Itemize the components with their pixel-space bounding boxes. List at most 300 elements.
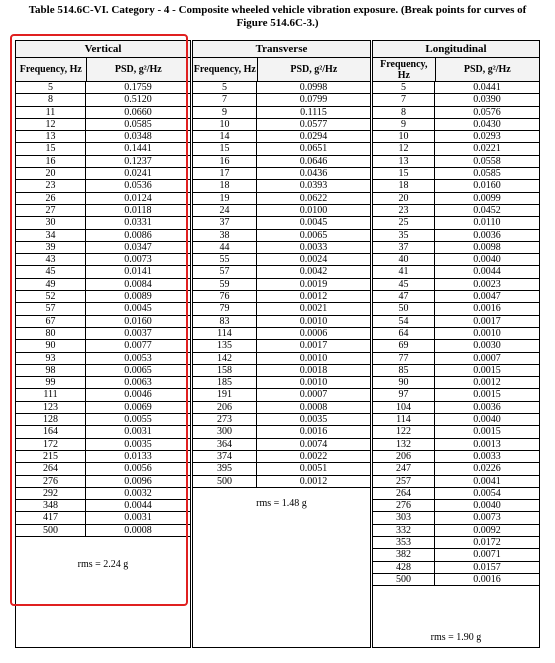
frequency-cell: 500 — [373, 574, 435, 585]
table-row — [373, 549, 539, 561]
psd-cell: 0.0141 — [124, 266, 152, 278]
frequency-cell: 35 — [373, 230, 435, 241]
psd-cell: 0.0032 — [124, 487, 152, 499]
psd-column-header: PSD, g²/Hz — [114, 64, 162, 75]
psd-cell: 0.0393 — [299, 180, 328, 192]
frequency-cell: 276 — [16, 476, 86, 487]
psd-cell: 0.0133 — [124, 450, 152, 462]
frequency-cell: 27 — [16, 205, 86, 216]
frequency-cell: 41 — [373, 266, 435, 277]
table-row — [373, 119, 539, 131]
frequency-cell: 9 — [373, 119, 435, 130]
psd-cell: 0.0012 — [299, 291, 328, 303]
psd-column-header: PSD, g²/Hz — [290, 64, 338, 75]
psd-cell: 0.0015 — [473, 364, 501, 376]
frequency-cell: 158 — [193, 365, 257, 376]
psd-cell: 0.0100 — [299, 204, 328, 216]
psd-cell: 0.0160 — [124, 315, 152, 327]
table-row — [373, 328, 539, 340]
frequency-cell: 15 — [193, 143, 257, 154]
frequency-cell: 215 — [16, 451, 86, 462]
frequency-cell: 276 — [373, 500, 435, 511]
frequency-cell: 16 — [193, 156, 257, 167]
frequency-cell: 264 — [373, 488, 435, 499]
frequency-cell: 300 — [193, 426, 257, 437]
frequency-cell: 99 — [16, 377, 86, 388]
frequency-cell: 353 — [373, 537, 435, 548]
psd-cell: 0.0010 — [473, 327, 501, 339]
frequency-cell: 98 — [16, 365, 86, 376]
psd-cell: 0.0033 — [473, 450, 501, 462]
frequency-cell: 428 — [373, 562, 435, 573]
frequency-cell: 13 — [16, 131, 86, 142]
frequency-cell: 57 — [193, 266, 257, 277]
frequency-cell: 292 — [16, 488, 86, 499]
frequency-cell: 382 — [373, 549, 435, 560]
psd-cell: 0.0030 — [473, 340, 501, 352]
psd-cell: 0.0160 — [473, 180, 501, 192]
psd-cell: 0.0221 — [473, 143, 501, 155]
table-row — [193, 279, 370, 291]
psd-cell: 0.0998 — [299, 82, 328, 93]
psd-cell: 0.0293 — [473, 131, 501, 143]
table-row — [373, 316, 539, 328]
frequency-cell: 39 — [16, 242, 86, 253]
table-row — [373, 525, 539, 537]
frequency-cell: 185 — [193, 377, 257, 388]
table-row — [373, 414, 539, 426]
frequency-cell: 10 — [193, 119, 257, 130]
transverse-table — [192, 40, 371, 648]
frequency-cell: 23 — [16, 180, 86, 191]
table-row — [373, 82, 539, 94]
psd-cell: 0.0086 — [124, 229, 152, 241]
psd-cell: 0.0660 — [124, 106, 152, 118]
frequency-cell: 5 — [373, 82, 435, 93]
psd-cell: 0.0016 — [473, 573, 501, 585]
table-row — [193, 291, 370, 303]
psd-cell: 0.0436 — [299, 168, 328, 180]
frequency-cell: 172 — [16, 439, 86, 450]
psd-cell: 0.0007 — [473, 352, 501, 364]
psd-cell: 0.0037 — [124, 327, 152, 339]
psd-cell: 0.0441 — [473, 82, 501, 93]
frequency-cell: 15 — [16, 143, 86, 154]
table-row — [373, 402, 539, 414]
table-row — [193, 389, 370, 401]
longitudinal-column-headers — [373, 58, 539, 82]
psd-cell: 0.0124 — [124, 192, 152, 204]
frequency-cell: 364 — [193, 439, 257, 450]
frequency-cell: 395 — [193, 463, 257, 474]
transverse-rms: rms = 1.48 g — [256, 497, 307, 509]
table-row — [193, 193, 370, 205]
frequency-cell: 90 — [373, 377, 435, 388]
table-row — [373, 377, 539, 389]
psd-cell: 0.0035 — [299, 414, 328, 426]
frequency-cell: 15 — [373, 168, 435, 179]
table-row — [373, 156, 539, 168]
table-row — [193, 119, 370, 131]
frequency-cell: 77 — [373, 353, 435, 364]
frequency-cell: 9 — [193, 107, 257, 118]
frequency-column-header: Frequency, Hz — [16, 58, 87, 81]
frequency-cell: 38 — [193, 230, 257, 241]
table-row — [193, 476, 370, 488]
frequency-cell: 52 — [16, 291, 86, 302]
table-row — [373, 500, 539, 512]
frequency-cell: 123 — [16, 402, 86, 413]
psd-cell: 0.0071 — [473, 549, 501, 561]
psd-cell: 0.0172 — [473, 536, 501, 548]
psd-cell: 0.0055 — [124, 414, 152, 426]
psd-cell: 0.0040 — [473, 414, 501, 426]
psd-cell: 0.0012 — [473, 377, 501, 389]
frequency-cell: 97 — [373, 389, 435, 400]
psd-cell: 0.0536 — [124, 180, 152, 192]
psd-cell: 0.0015 — [473, 426, 501, 438]
vertical-rms: rms = 2.24 g — [77, 558, 129, 570]
frequency-cell: 10 — [373, 131, 435, 142]
psd-cell: 0.0118 — [124, 204, 152, 216]
psd-cell: 0.0069 — [124, 401, 152, 413]
psd-cell: 0.0019 — [299, 278, 328, 290]
psd-cell: 0.0017 — [299, 340, 328, 352]
psd-cell: 0.0585 — [473, 168, 501, 180]
frequency-cell: 16 — [16, 156, 86, 167]
psd-cell: 0.0157 — [473, 561, 501, 573]
psd-cell: 0.1115 — [300, 106, 327, 118]
psd-cell: 0.0452 — [473, 204, 501, 216]
table-row — [373, 168, 539, 180]
psd-cell: 0.0347 — [124, 241, 152, 253]
psd-cell: 0.0022 — [299, 450, 328, 462]
frequency-cell: 142 — [193, 353, 257, 364]
table-row — [193, 217, 370, 229]
table-row — [373, 389, 539, 401]
psd-cell: 0.0046 — [124, 389, 152, 401]
frequency-cell: 37 — [193, 217, 257, 228]
frequency-cell: 191 — [193, 389, 257, 400]
psd-cell: 0.0047 — [473, 291, 501, 303]
longitudinal-rows — [373, 82, 539, 586]
frequency-cell: 14 — [193, 131, 257, 142]
table-row — [193, 328, 370, 340]
frequency-cell: 80 — [16, 328, 86, 339]
table-row — [193, 426, 370, 438]
frequency-cell: 17 — [193, 168, 257, 179]
frequency-cell: 23 — [373, 205, 435, 216]
table-row — [373, 303, 539, 315]
frequency-cell: 64 — [373, 328, 435, 339]
psd-cell: 0.0042 — [299, 266, 328, 278]
frequency-cell: 37 — [373, 242, 435, 253]
frequency-cell: 206 — [193, 402, 257, 413]
table-row — [193, 353, 370, 365]
psd-cell: 0.0226 — [473, 463, 501, 475]
frequency-cell: 500 — [193, 476, 257, 487]
psd-cell: 0.1759 — [124, 82, 152, 93]
table-row — [373, 279, 539, 291]
frequency-cell: 303 — [373, 512, 435, 523]
longitudinal-header: Longitudinal — [373, 41, 539, 58]
psd-cell: 0.0558 — [473, 155, 501, 167]
frequency-cell: 135 — [193, 340, 257, 351]
table-row — [193, 107, 370, 119]
frequency-cell: 83 — [193, 316, 257, 327]
table-row — [373, 94, 539, 106]
frequency-cell: 93 — [16, 353, 86, 364]
psd-cell: 0.0045 — [299, 217, 328, 229]
table-row — [193, 131, 370, 143]
psd-cell: 0.0012 — [299, 475, 328, 487]
psd-cell: 0.0010 — [299, 315, 328, 327]
table-row — [193, 463, 370, 475]
frequency-column-header: Frequency, Hz — [193, 58, 258, 81]
psd-cell: 0.0098 — [473, 241, 501, 253]
frequency-cell: 114 — [193, 328, 257, 339]
psd-cell: 0.0348 — [124, 131, 152, 143]
psd-cell: 0.5120 — [124, 94, 152, 106]
frequency-cell: 79 — [193, 303, 257, 314]
frequency-cell: 25 — [373, 217, 435, 228]
frequency-cell: 104 — [373, 402, 435, 413]
frequency-column-header: Frequency, Hz — [373, 58, 436, 81]
table-row — [373, 107, 539, 119]
frequency-cell: 18 — [373, 180, 435, 191]
transverse-rows — [193, 82, 370, 488]
frequency-cell: 19 — [193, 193, 257, 204]
frequency-cell: 57 — [16, 303, 86, 314]
psd-cell: 0.0092 — [473, 524, 501, 536]
table-row — [193, 180, 370, 192]
table-row — [193, 402, 370, 414]
frequency-cell: 164 — [16, 426, 86, 437]
table-row — [193, 143, 370, 155]
table-row — [373, 426, 539, 438]
table-row — [373, 463, 539, 475]
frequency-cell: 18 — [193, 180, 257, 191]
frequency-cell: 54 — [373, 316, 435, 327]
psd-cell: 0.0008 — [124, 524, 152, 536]
frequency-cell: 8 — [373, 107, 435, 118]
psd-cell: 0.0036 — [473, 229, 501, 241]
psd-cell: 0.0063 — [124, 377, 152, 389]
table-row — [373, 476, 539, 488]
frequency-cell: 122 — [373, 426, 435, 437]
psd-cell: 0.0016 — [299, 426, 328, 438]
table-row — [373, 451, 539, 463]
frequency-cell: 114 — [373, 414, 435, 425]
table-row — [373, 537, 539, 549]
table-row — [373, 512, 539, 524]
table-row — [373, 291, 539, 303]
psd-cell: 0.0033 — [299, 241, 328, 253]
table-row — [373, 230, 539, 242]
longitudinal-rms: rms = 1.90 g — [430, 632, 482, 643]
vertical-highlight-box — [10, 34, 188, 606]
frequency-cell: 20 — [373, 193, 435, 204]
frequency-cell: 20 — [16, 168, 86, 179]
frequency-cell: 332 — [373, 525, 435, 536]
vertical-header: Vertical — [16, 41, 190, 58]
psd-cell: 0.0040 — [473, 254, 501, 266]
psd-cell: 0.0023 — [473, 278, 501, 290]
frequency-cell: 500 — [16, 525, 86, 536]
table-row — [193, 316, 370, 328]
psd-cell: 0.0077 — [124, 340, 152, 352]
table-row — [373, 562, 539, 574]
table-row — [373, 353, 539, 365]
psd-cell: 0.0646 — [299, 155, 328, 167]
frequency-cell: 67 — [16, 316, 86, 327]
table-row — [193, 82, 370, 94]
psd-cell: 0.0016 — [473, 303, 501, 315]
psd-cell: 0.0089 — [124, 291, 152, 303]
table-row — [373, 439, 539, 451]
frequency-cell: 8 — [16, 94, 86, 105]
frequency-cell: 7 — [373, 94, 435, 105]
table-row — [193, 365, 370, 377]
frequency-cell: 12 — [16, 119, 86, 130]
frequency-cell: 206 — [373, 451, 435, 462]
psd-cell: 0.0110 — [473, 217, 501, 229]
frequency-cell: 5 — [193, 82, 257, 93]
table-row — [373, 365, 539, 377]
frequency-cell: 90 — [16, 340, 86, 351]
table-row — [193, 168, 370, 180]
table-row — [193, 94, 370, 106]
frequency-cell: 128 — [16, 414, 86, 425]
psd-cell: 0.0577 — [299, 118, 328, 130]
table-row — [373, 242, 539, 254]
frequency-cell: 30 — [16, 217, 86, 228]
table-row — [373, 193, 539, 205]
frequency-cell: 44 — [193, 242, 257, 253]
table-row — [193, 266, 370, 278]
psd-cell: 0.0799 — [299, 94, 328, 106]
psd-cell: 0.0331 — [124, 217, 152, 229]
psd-cell: 0.0008 — [299, 401, 328, 413]
table-row — [193, 303, 370, 315]
frequency-cell: 111 — [16, 389, 86, 400]
psd-cell: 0.0013 — [473, 438, 501, 450]
psd-cell: 0.0036 — [473, 401, 501, 413]
psd-cell: 0.0073 — [124, 254, 152, 266]
psd-cell: 0.0010 — [299, 352, 328, 364]
psd-cell: 0.0015 — [473, 389, 501, 401]
psd-cell: 0.0007 — [299, 389, 328, 401]
frequency-cell: 247 — [373, 463, 435, 474]
frequency-cell: 12 — [373, 143, 435, 154]
table-row — [193, 205, 370, 217]
psd-cell: 0.0651 — [299, 143, 328, 155]
table-row — [373, 143, 539, 155]
transverse-column-headers — [193, 58, 370, 82]
transverse-header: Transverse — [193, 41, 370, 58]
psd-cell: 0.0041 — [473, 475, 501, 487]
psd-column-header: PSD, g²/Hz — [463, 64, 511, 75]
frequency-cell: 257 — [373, 476, 435, 487]
frequency-cell: 45 — [373, 279, 435, 290]
psd-cell: 0.0622 — [299, 192, 328, 204]
table-caption: Table 514.6C-VI. Category - 4 - Composite wheeled vehicle vibration exposure. (Break points for curves of Figure 514.6C-3.) — [28, 4, 527, 29]
frequency-cell: 5 — [16, 82, 86, 93]
frequency-cell: 85 — [373, 365, 435, 376]
psd-cell: 0.0040 — [473, 500, 501, 512]
frequency-cell: 76 — [193, 291, 257, 302]
longitudinal-table — [372, 40, 540, 648]
psd-cell: 0.0099 — [473, 192, 501, 204]
table-row — [373, 131, 539, 143]
frequency-cell: 26 — [16, 193, 86, 204]
frequency-cell: 34 — [16, 230, 86, 241]
table-row — [193, 254, 370, 266]
frequency-cell: 69 — [373, 340, 435, 351]
frequency-cell: 45 — [16, 266, 86, 277]
frequency-cell: 7 — [193, 94, 257, 105]
table-row — [193, 242, 370, 254]
frequency-cell: 264 — [16, 463, 86, 474]
psd-cell: 0.0010 — [299, 377, 328, 389]
table-row — [193, 414, 370, 426]
table-row — [373, 340, 539, 352]
table-row — [373, 574, 539, 586]
psd-cell: 0.0294 — [299, 131, 328, 143]
psd-cell: 0.0576 — [473, 106, 501, 118]
table-row — [193, 439, 370, 451]
frequency-cell: 55 — [193, 254, 257, 265]
table-row — [193, 156, 370, 168]
frequency-cell: 50 — [373, 303, 435, 314]
table-row — [373, 266, 539, 278]
psd-cell: 0.0018 — [299, 364, 328, 376]
frequency-cell: 24 — [193, 205, 257, 216]
frequency-cell: 417 — [16, 512, 86, 523]
psd-cell: 0.0096 — [124, 475, 152, 487]
psd-cell: 0.0241 — [124, 168, 152, 180]
psd-cell: 0.0035 — [124, 438, 152, 450]
psd-cell: 0.0065 — [299, 229, 328, 241]
psd-cell: 0.0056 — [124, 463, 152, 475]
table-row — [373, 205, 539, 217]
frequency-cell: 59 — [193, 279, 257, 290]
psd-cell: 0.0084 — [124, 278, 152, 290]
psd-cell: 0.1237 — [124, 155, 152, 167]
table-row — [193, 340, 370, 352]
frequency-cell: 47 — [373, 291, 435, 302]
table-row — [193, 230, 370, 242]
frequency-cell: 43 — [16, 254, 86, 265]
psd-cell: 0.0585 — [124, 118, 152, 130]
psd-cell: 0.0021 — [299, 303, 328, 315]
psd-cell: 0.0065 — [124, 364, 152, 376]
psd-cell: 0.0017 — [473, 315, 501, 327]
psd-cell: 0.0053 — [124, 352, 152, 364]
frequency-cell: 273 — [193, 414, 257, 425]
frequency-cell: 132 — [373, 439, 435, 450]
psd-cell: 0.0054 — [473, 487, 501, 499]
psd-cell: 0.0044 — [473, 266, 501, 278]
table-row — [373, 488, 539, 500]
psd-cell: 0.0006 — [299, 327, 328, 339]
table-row — [193, 377, 370, 389]
psd-cell: 0.0430 — [473, 118, 501, 130]
frequency-cell: 11 — [16, 107, 86, 118]
table-row — [373, 254, 539, 266]
psd-cell: 0.0024 — [299, 254, 328, 266]
psd-cell: 0.0074 — [299, 438, 328, 450]
